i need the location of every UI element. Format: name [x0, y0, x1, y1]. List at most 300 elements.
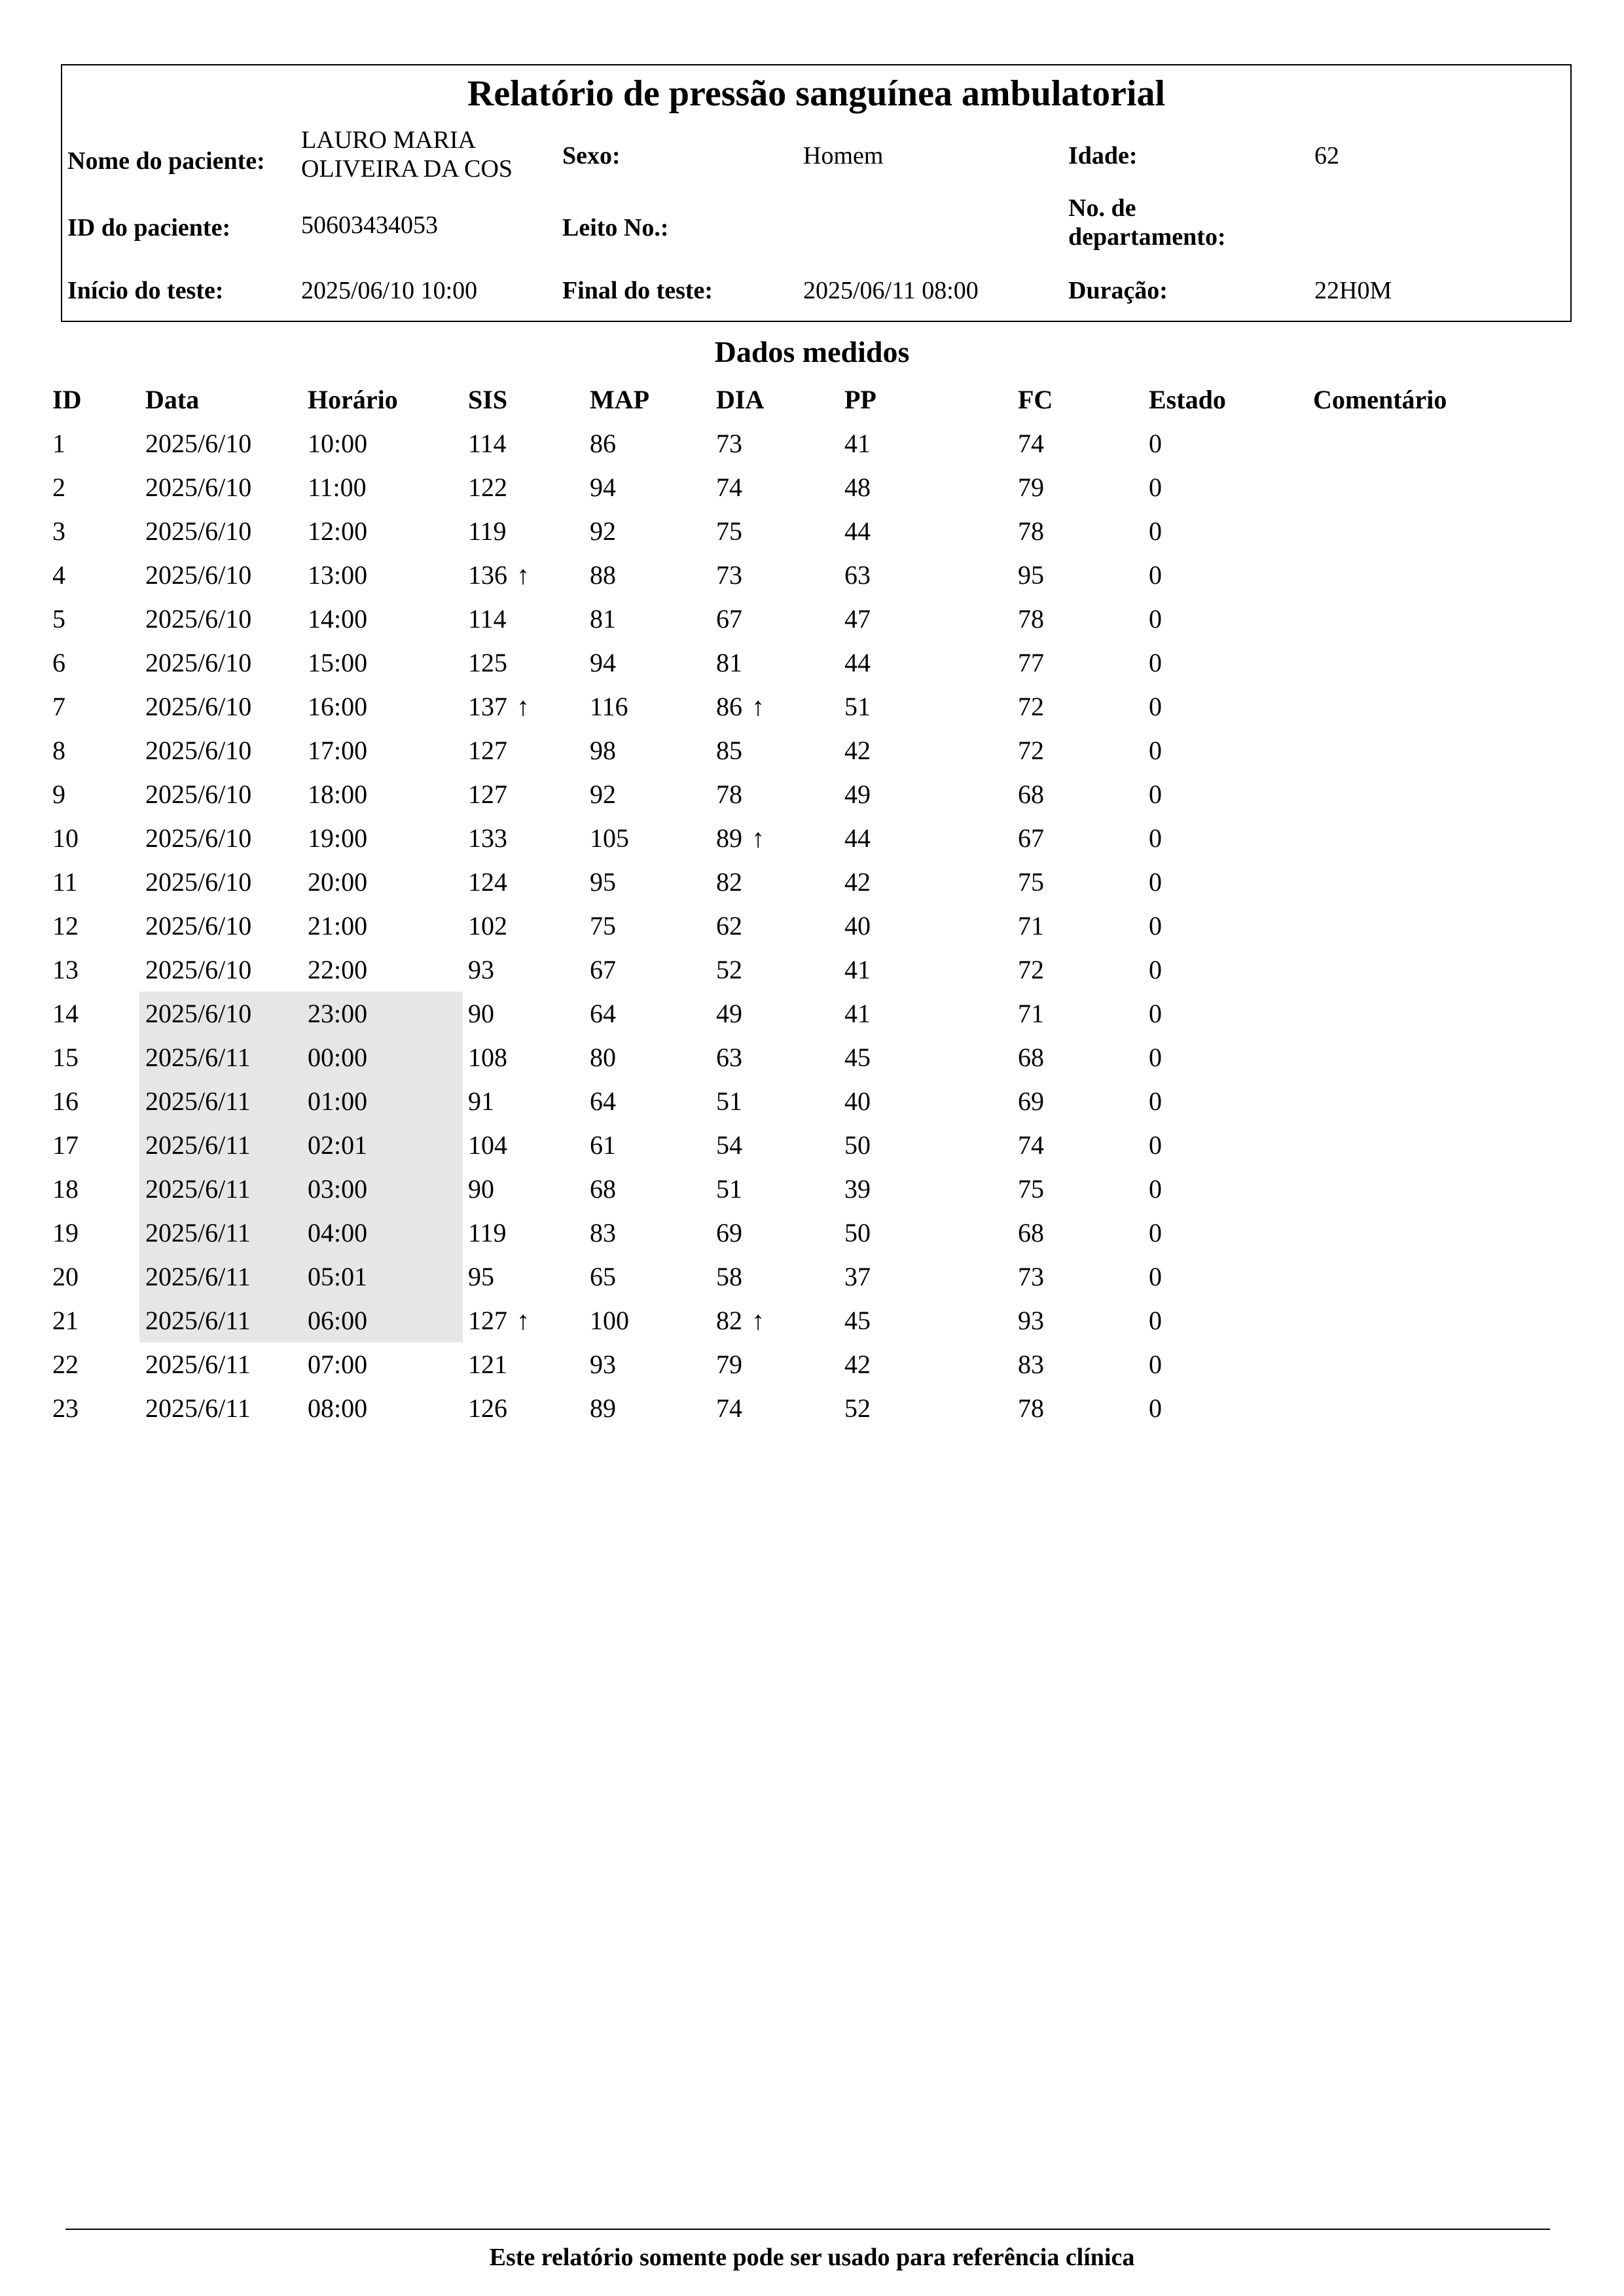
cell-value-map: 83 — [590, 1218, 616, 1247]
cell-value-sis: 104 — [468, 1130, 507, 1160]
cell-time — [308, 992, 367, 1035]
table-row — [0, 465, 1624, 509]
cell-map — [590, 422, 616, 465]
cell-pp — [844, 1123, 871, 1167]
cell-value-map: 93 — [590, 1350, 616, 1379]
cell-value-map: 94 — [590, 648, 616, 677]
table-row — [0, 1035, 1624, 1079]
cell-value-state: 0 — [1149, 1086, 1162, 1116]
cell-date — [145, 1035, 251, 1079]
cell-value-map: 68 — [590, 1174, 616, 1204]
cell-dia — [716, 816, 765, 860]
cell-value-dia: 78 — [716, 780, 742, 809]
cell-fc — [1018, 728, 1044, 772]
cell-value-dia: 74 — [716, 473, 742, 502]
cell-value-pp: 63 — [844, 560, 871, 590]
cell-value-dia: 67 — [716, 604, 742, 634]
cell-fc — [1018, 1167, 1044, 1211]
cell-value-id: 16 — [52, 1086, 79, 1116]
cell-map — [590, 509, 616, 553]
cell-value-sis: 136 — [468, 560, 507, 590]
cell-map — [590, 685, 628, 728]
cell-value-id: 1 — [52, 429, 65, 458]
cell-date — [145, 772, 251, 816]
cell-dia — [716, 685, 765, 728]
duration-label: Duração: — [1068, 277, 1168, 304]
table-row — [0, 992, 1624, 1035]
cell-pp — [844, 1255, 871, 1299]
cell-dia — [716, 1167, 742, 1211]
cell-dia — [716, 1211, 742, 1255]
column-header-sis: SIS — [468, 385, 508, 414]
cell-sis — [468, 685, 530, 728]
cell-value-fc: 68 — [1018, 1218, 1044, 1247]
cell-value-date: 2025/6/10 — [145, 692, 252, 721]
cell-state — [1149, 685, 1162, 728]
table-row — [0, 904, 1624, 948]
cell-sis — [468, 553, 530, 597]
cell-fc — [1018, 860, 1044, 904]
bed-label: Leito No.: — [562, 214, 669, 242]
cell-value-date: 2025/6/11 — [145, 1306, 251, 1335]
cell-map — [590, 948, 616, 992]
cell-state — [1149, 1167, 1162, 1211]
cell-dia — [716, 1123, 742, 1167]
cell-value-time: 17:00 — [308, 736, 368, 765]
cell-value-map: 64 — [590, 1086, 616, 1116]
cell-sis — [468, 465, 507, 509]
cell-value-date: 2025/6/10 — [145, 560, 252, 590]
cell-map — [590, 992, 616, 1035]
cell-value-state: 0 — [1149, 560, 1162, 590]
cell-state — [1149, 1211, 1162, 1255]
cell-map — [590, 1167, 616, 1211]
cell-state — [1149, 1342, 1162, 1386]
cell-map — [590, 816, 629, 860]
cell-fc — [1018, 1079, 1044, 1123]
table-row — [0, 553, 1624, 597]
cell-value-dia: 51 — [716, 1086, 742, 1116]
cell-state — [1149, 860, 1162, 904]
cell-fc — [1018, 1299, 1044, 1342]
start-value: 2025/06/10 10:00 — [301, 277, 478, 304]
cell-value-state: 0 — [1149, 1043, 1162, 1072]
cell-dia — [716, 1035, 742, 1079]
column-header-pp: PP — [844, 385, 876, 414]
cell-value-state: 0 — [1149, 648, 1162, 677]
cell-dia — [716, 465, 742, 509]
cell-value-map: 98 — [590, 736, 616, 765]
cell-value-time: 02:01 — [308, 1130, 368, 1160]
cell-dia — [716, 904, 742, 948]
cell-pp — [844, 1211, 871, 1255]
cell-value-id: 22 — [52, 1350, 79, 1379]
cell-value-pp: 45 — [844, 1043, 871, 1072]
cell-value-id: 5 — [52, 604, 65, 634]
cell-value-fc: 75 — [1018, 867, 1044, 897]
elevated-arrow-icon: ↑ — [516, 560, 530, 590]
cell-value-map: 94 — [590, 473, 616, 502]
table-row — [0, 1123, 1624, 1167]
cell-value-date: 2025/6/10 — [145, 911, 252, 941]
cell-date — [145, 860, 251, 904]
cell-pp — [844, 1299, 871, 1342]
cell-value-id: 19 — [52, 1218, 79, 1247]
cell-time — [308, 948, 367, 992]
cell-value-time: 15:00 — [308, 648, 368, 677]
footer-note: Este relatório somente pode ser usado para referência clínica — [489, 2244, 1135, 2271]
cell-pp — [844, 1079, 871, 1123]
cell-value-date: 2025/6/11 — [145, 1218, 251, 1247]
cell-map — [590, 860, 616, 904]
cell-state — [1149, 1035, 1162, 1079]
cell-value-dia: 89 — [716, 823, 742, 853]
column-header-comment: Comentário — [1313, 385, 1447, 414]
cell-value-sis: 95 — [468, 1262, 494, 1291]
cell-time — [308, 641, 367, 685]
cell-map — [590, 1342, 616, 1386]
cell-value-fc: 78 — [1018, 604, 1044, 634]
cell-fc — [1018, 948, 1044, 992]
cell-value-sis: 125 — [468, 648, 507, 677]
cell-map — [590, 1299, 629, 1342]
cell-date — [145, 509, 251, 553]
cell-value-date: 2025/6/11 — [145, 1393, 251, 1423]
cell-time — [308, 1299, 367, 1342]
cell-value-map: 65 — [590, 1262, 616, 1291]
cell-pp — [844, 816, 871, 860]
cell-date — [145, 1079, 251, 1123]
column-header-id: ID — [52, 385, 82, 414]
cell-value-date: 2025/6/11 — [145, 1130, 251, 1160]
cell-value-fc: 78 — [1018, 1393, 1044, 1423]
cell-value-pp: 44 — [844, 516, 871, 546]
patient-id-label: ID do paciente: — [67, 214, 231, 242]
cell-sis — [468, 1123, 507, 1167]
cell-state — [1149, 465, 1162, 509]
cell-value-sis: 122 — [468, 473, 507, 502]
cell-value-time: 00:00 — [308, 1043, 368, 1072]
cell-value-date: 2025/6/11 — [145, 1350, 251, 1379]
cell-time — [308, 509, 367, 553]
cell-sis — [468, 948, 494, 992]
cell-pp — [844, 772, 871, 816]
cell-value-pp: 42 — [844, 1350, 871, 1379]
cell-value-pp: 42 — [844, 867, 871, 897]
cell-value-dia: 73 — [716, 429, 742, 458]
table-row — [0, 422, 1624, 465]
cell-dia — [716, 553, 742, 597]
cell-value-state: 0 — [1149, 955, 1162, 984]
cell-map — [590, 772, 616, 816]
cell-dia — [716, 860, 742, 904]
cell-id — [52, 904, 79, 948]
cell-value-date: 2025/6/10 — [145, 867, 252, 897]
cell-value-dia: 63 — [716, 1043, 742, 1072]
cell-value-pp: 51 — [844, 692, 871, 721]
cell-value-state: 0 — [1149, 1174, 1162, 1204]
cell-value-pp: 41 — [844, 999, 871, 1028]
cell-state — [1149, 904, 1162, 948]
duration-value: 22H0M — [1314, 277, 1392, 304]
cell-date — [145, 1299, 251, 1342]
cell-map — [590, 1079, 616, 1123]
cell-id — [52, 509, 65, 553]
cell-value-state: 0 — [1149, 604, 1162, 634]
cell-value-dia: 62 — [716, 911, 742, 941]
cell-value-date: 2025/6/10 — [145, 429, 252, 458]
cell-fc — [1018, 553, 1044, 597]
cell-pp — [844, 465, 871, 509]
cell-value-dia: 82 — [716, 1306, 742, 1335]
cell-time — [308, 1035, 367, 1079]
cell-value-dia: 58 — [716, 1262, 742, 1291]
cell-date — [145, 1255, 251, 1299]
cell-time — [308, 816, 367, 860]
cell-dia — [716, 597, 742, 641]
cell-value-fc: 78 — [1018, 516, 1044, 546]
cell-value-date: 2025/6/10 — [145, 823, 252, 853]
cell-fc — [1018, 1123, 1044, 1167]
cell-fc — [1018, 509, 1044, 553]
cell-value-state: 0 — [1149, 999, 1162, 1028]
cell-dia — [716, 1342, 742, 1386]
cell-value-pp: 42 — [844, 736, 871, 765]
cell-state — [1149, 772, 1162, 816]
cell-id — [52, 553, 65, 597]
cell-value-dia: 49 — [716, 999, 742, 1028]
cell-state — [1149, 422, 1162, 465]
report-title: Relatório de pressão sanguínea ambulatorial — [467, 73, 1166, 114]
cell-value-dia: 73 — [716, 560, 742, 590]
table-row — [0, 860, 1624, 904]
cell-date — [145, 685, 251, 728]
table-row — [0, 685, 1624, 728]
cell-pp — [844, 1167, 871, 1211]
cell-dia — [716, 728, 742, 772]
cell-state — [1149, 641, 1162, 685]
cell-value-pp: 45 — [844, 1306, 871, 1335]
cell-dia — [716, 1079, 742, 1123]
cell-map — [590, 1123, 616, 1167]
cell-sis — [468, 1079, 494, 1123]
column-header-state: Estado — [1149, 385, 1226, 414]
cell-value-sis: 93 — [468, 955, 494, 984]
cell-value-pp: 40 — [844, 911, 871, 941]
cell-time — [308, 1255, 367, 1299]
cell-sis — [468, 728, 507, 772]
cell-value-sis: 127 — [468, 1306, 507, 1335]
cell-value-id: 18 — [52, 1174, 79, 1204]
cell-value-fc: 95 — [1018, 560, 1044, 590]
cell-value-fc: 72 — [1018, 736, 1044, 765]
cell-value-state: 0 — [1149, 1393, 1162, 1423]
cell-value-dia: 85 — [716, 736, 742, 765]
elevated-arrow-icon: ↑ — [516, 1306, 530, 1335]
cell-value-sis: 114 — [468, 429, 507, 458]
cell-fc — [1018, 1255, 1044, 1299]
cell-value-date: 2025/6/11 — [145, 1043, 251, 1072]
cell-value-pp: 41 — [844, 429, 871, 458]
cell-dia — [716, 422, 742, 465]
table-row — [0, 816, 1624, 860]
cell-sis — [468, 641, 507, 685]
cell-fc — [1018, 685, 1044, 728]
cell-value-fc: 71 — [1018, 999, 1044, 1028]
cell-value-pp: 47 — [844, 604, 871, 634]
cell-value-date: 2025/6/10 — [145, 780, 252, 809]
cell-value-sis: 90 — [468, 999, 494, 1028]
sex-label: Sexo: — [562, 142, 621, 170]
start-label: Início do teste: — [67, 277, 224, 304]
cell-fc — [1018, 641, 1044, 685]
patient-name-line1: LAURO MARIA — [301, 126, 477, 154]
cell-state — [1149, 553, 1162, 597]
cell-value-time: 11:00 — [308, 473, 367, 502]
cell-sis — [468, 1299, 530, 1342]
cell-value-pp: 40 — [844, 1086, 871, 1116]
cell-value-fc: 68 — [1018, 1043, 1044, 1072]
cell-state — [1149, 948, 1162, 992]
cell-value-dia: 79 — [716, 1350, 742, 1379]
cell-value-fc: 79 — [1018, 473, 1044, 502]
cell-value-map: 92 — [590, 780, 616, 809]
cell-value-state: 0 — [1149, 1218, 1162, 1247]
cell-map — [590, 1211, 616, 1255]
cell-value-id: 3 — [52, 516, 65, 546]
cell-value-map: 80 — [590, 1043, 616, 1072]
cell-id — [52, 1299, 79, 1342]
cell-time — [308, 904, 367, 948]
cell-value-id: 9 — [52, 780, 65, 809]
cell-value-sis: 102 — [468, 911, 507, 941]
cell-value-map: 86 — [590, 429, 616, 458]
cell-state — [1149, 1079, 1162, 1123]
cell-date — [145, 992, 251, 1035]
cell-id — [52, 1342, 79, 1386]
cell-value-dia: 86 — [716, 692, 742, 721]
cell-value-dia: 54 — [716, 1130, 742, 1160]
cell-fc — [1018, 1342, 1044, 1386]
cell-id — [52, 1255, 79, 1299]
cell-value-date: 2025/6/11 — [145, 1262, 251, 1291]
table-row — [0, 509, 1624, 553]
cell-value-id: 2 — [52, 473, 65, 502]
cell-value-state: 0 — [1149, 1306, 1162, 1335]
cell-time — [308, 1342, 367, 1386]
column-header-dia: DIA — [716, 385, 765, 414]
elevated-arrow-icon: ↑ — [751, 692, 765, 721]
column-header-date: Data — [145, 385, 200, 414]
cell-fc — [1018, 597, 1044, 641]
elevated-arrow-icon: ↑ — [516, 692, 530, 721]
cell-id — [52, 1035, 79, 1079]
cell-sis — [468, 904, 507, 948]
cell-fc — [1018, 1386, 1044, 1430]
cell-value-state: 0 — [1149, 429, 1162, 458]
table-row — [0, 1386, 1624, 1430]
cell-value-sis: 108 — [468, 1043, 507, 1072]
cell-dia — [716, 772, 742, 816]
cell-dia — [716, 948, 742, 992]
cell-value-date: 2025/6/10 — [145, 648, 252, 677]
cell-value-id: 17 — [52, 1130, 79, 1160]
cell-value-time: 13:00 — [308, 560, 368, 590]
cell-date — [145, 465, 251, 509]
cell-value-dia: 75 — [716, 516, 742, 546]
cell-dia — [716, 992, 742, 1035]
cell-fc — [1018, 992, 1044, 1035]
cell-value-map: 95 — [590, 867, 616, 897]
cell-value-pp: 41 — [844, 955, 871, 984]
cell-map — [590, 1255, 616, 1299]
cell-value-state: 0 — [1149, 823, 1162, 853]
age-label: Idade: — [1068, 142, 1138, 170]
cell-time — [308, 1211, 367, 1255]
end-value: 2025/06/11 08:00 — [803, 277, 979, 304]
cell-id — [52, 1079, 79, 1123]
table-row — [0, 1211, 1624, 1255]
cell-value-fc: 72 — [1018, 692, 1044, 721]
cell-value-fc: 74 — [1018, 1130, 1044, 1160]
cell-value-time: 06:00 — [308, 1306, 368, 1335]
cell-pp — [844, 904, 871, 948]
cell-value-id: 23 — [52, 1393, 79, 1423]
cell-value-id: 14 — [52, 999, 79, 1028]
cell-dia — [716, 1255, 742, 1299]
cell-value-time: 16:00 — [308, 692, 368, 721]
cell-value-map: 88 — [590, 560, 616, 590]
cell-pp — [844, 1342, 871, 1386]
cell-value-pp: 44 — [844, 823, 871, 853]
cell-sis — [468, 1386, 507, 1430]
cell-value-time: 20:00 — [308, 867, 368, 897]
cell-pp — [844, 1386, 871, 1430]
cell-id — [52, 1386, 79, 1430]
cell-pp — [844, 509, 871, 553]
cell-value-id: 4 — [52, 560, 65, 590]
cell-time — [308, 728, 367, 772]
cell-sis — [468, 860, 507, 904]
cell-time — [308, 422, 367, 465]
cell-value-time: 07:00 — [308, 1350, 368, 1379]
cell-sis — [468, 1211, 507, 1255]
cell-value-pp: 39 — [844, 1174, 871, 1204]
cell-id — [52, 597, 65, 641]
cell-value-time: 14:00 — [308, 604, 368, 634]
cell-dia — [716, 1299, 765, 1342]
cell-dia — [716, 509, 742, 553]
cell-value-dia: 82 — [716, 867, 742, 897]
cell-value-id: 7 — [52, 692, 65, 721]
cell-value-pp: 50 — [844, 1130, 871, 1160]
cell-value-map: 61 — [590, 1130, 616, 1160]
cell-value-id: 6 — [52, 648, 65, 677]
cell-value-sis: 114 — [468, 604, 507, 634]
cell-map — [590, 553, 616, 597]
column-header-map: MAP — [590, 385, 650, 414]
cell-pp — [844, 597, 871, 641]
cell-value-sis: 127 — [468, 780, 507, 809]
cell-id — [52, 772, 65, 816]
cell-pp — [844, 641, 871, 685]
table-row — [0, 948, 1624, 992]
cell-time — [308, 1123, 367, 1167]
cell-state — [1149, 509, 1162, 553]
patient-name-label: Nome do paciente: — [67, 147, 265, 175]
cell-state — [1149, 992, 1162, 1035]
cell-map — [590, 597, 616, 641]
